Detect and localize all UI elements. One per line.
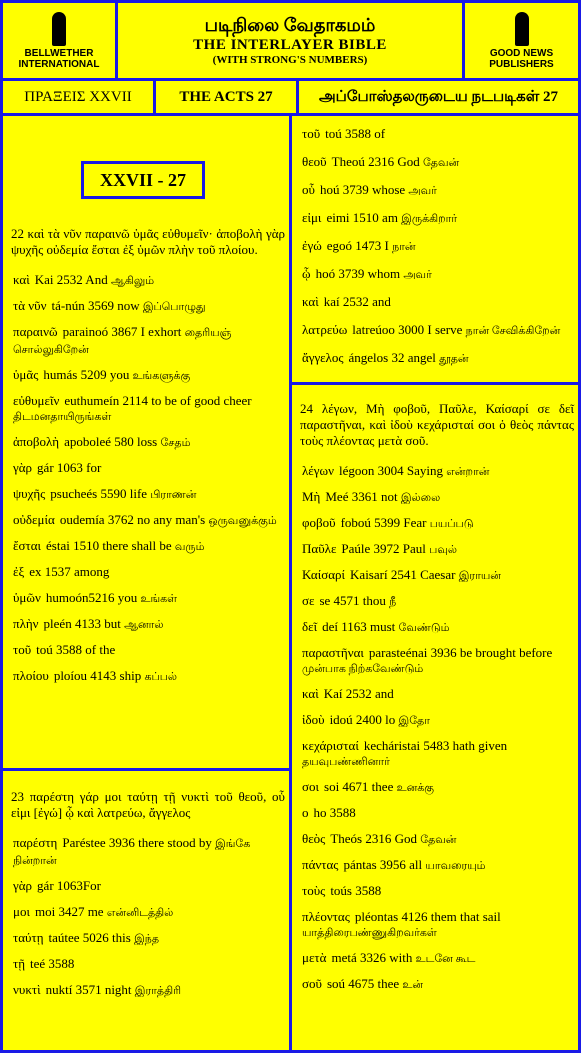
goodnews-line2: PUBLISHERS — [489, 58, 554, 70]
word-gloss: foboú 5399 Fear — [340, 515, 430, 530]
tamil-gloss: உன் — [402, 979, 424, 991]
word-gloss: humoón5216 you — [45, 590, 141, 605]
greek-word: ἐξ — [13, 564, 25, 579]
bellwether-mark-icon — [52, 12, 66, 46]
tamil-gloss: சேதம் — [160, 437, 191, 449]
greek-word: σε — [302, 593, 315, 608]
verse23-panel — [3, 771, 289, 1050]
word-gloss: Parésteе 3936 there stood by — [62, 835, 216, 850]
word-row — [302, 541, 572, 558]
word-gloss: pleén 4133 but — [43, 616, 125, 631]
word-gloss: nuktí 3571 night — [45, 982, 135, 997]
word-gloss: oudemía 3762 no any man's — [59, 512, 209, 527]
bellwether-line1: BELLWETHER — [24, 47, 94, 59]
word-gloss: eimi 1510 am — [326, 210, 402, 225]
word-gloss: moi 3427 me — [34, 904, 107, 919]
word-row — [302, 154, 572, 171]
word-row — [302, 976, 572, 993]
word-gloss: hoó 3739 whom — [315, 266, 404, 281]
tamil-gloss: பிராணன் — [150, 489, 197, 501]
tamil-gloss: இல்லை — [400, 492, 441, 504]
greek-word: τὰ νῦν — [13, 298, 47, 313]
word-row — [13, 904, 283, 921]
tamil-gloss: உங்களுக்கு — [132, 370, 191, 382]
tamil-gloss: ஒருவனுக்கும் — [208, 515, 277, 527]
tamil-gloss: ஆகிலும் — [110, 275, 155, 287]
word-row — [302, 322, 572, 339]
word-gloss: apoboleé 580 loss — [64, 434, 161, 449]
greek-word: παραστῆναι — [302, 645, 364, 660]
word-row — [13, 538, 283, 555]
tamil-gloss: முன்பாக நிற்கவேண்டும் — [302, 663, 424, 675]
greek-word: Παῦλε — [302, 541, 337, 556]
greek-word: ὑμᾶς — [13, 367, 39, 382]
title-main: THE INTERLAYER BIBLE — [193, 37, 387, 53]
word-gloss: psuchеés 5590 life — [50, 486, 151, 501]
word-row — [13, 272, 283, 289]
word-row — [302, 567, 572, 584]
word-gloss: parasteénai 3936 be brought before — [368, 645, 553, 660]
tamil-gloss: ஆனால் — [124, 619, 164, 631]
word-row — [302, 266, 572, 283]
greek-word: τῇ — [13, 956, 26, 971]
greek-word: τοῦ — [302, 126, 321, 141]
greek-word: ὑμῶν — [13, 590, 41, 605]
word-gloss: ho 3588 — [313, 805, 356, 820]
word-row — [302, 712, 572, 729]
word-gloss: taútee 5026 this — [48, 930, 135, 945]
word-row — [13, 486, 283, 503]
word-gloss: metá 3326 with — [331, 950, 416, 965]
word-row — [302, 686, 572, 703]
word-row — [13, 393, 283, 425]
greek-word: καὶ — [13, 272, 30, 287]
word-gloss: gár 1063 for — [37, 460, 102, 475]
word-row — [302, 883, 572, 900]
word-gloss: toús 3588 — [330, 883, 382, 898]
subheader-english: THE ACTS 27 — [156, 81, 296, 113]
word-gloss: soú 4675 thee — [326, 976, 403, 991]
word-row — [13, 878, 283, 895]
tamil-gloss: இப்பொழுது — [142, 301, 206, 313]
greek-word: καὶ — [302, 686, 319, 701]
title-tamil: படிநிலை வேதாகமம் — [204, 15, 376, 35]
subheader-greek: ΠΡΑΞΕΙΣ XXVII — [3, 81, 153, 113]
word-row — [13, 668, 283, 685]
word-row — [302, 463, 572, 480]
word-gloss: Theoú 2316 God — [331, 154, 423, 169]
tamil-gloss: உடனே கூட — [415, 953, 476, 965]
verse23b-panel — [292, 116, 578, 382]
word-gloss: Kaí 2532 and — [323, 686, 394, 701]
greek-word: Μὴ — [302, 489, 321, 504]
tamil-gloss: நீ — [389, 596, 397, 608]
word-row — [302, 294, 572, 311]
greek-word: παρέστη — [13, 835, 58, 850]
word-row — [302, 515, 572, 532]
word-row — [13, 616, 283, 633]
greek-word: θεὸς — [302, 831, 326, 846]
word-row — [302, 593, 572, 610]
greek-word: ἀποβολὴ — [13, 434, 60, 449]
tamil-gloss: இந்த — [134, 933, 159, 945]
word-gloss: soi 4671 thee — [324, 779, 397, 794]
word-gloss: toú 3588 of — [325, 126, 386, 141]
word-row — [302, 831, 572, 848]
word-gloss: ángelos 32 angel — [348, 350, 440, 365]
word-gloss: ex 1537 among — [29, 564, 110, 579]
word-gloss: ploíou 4143 ship — [53, 668, 145, 683]
bellwether-logo — [3, 3, 115, 78]
goodnews-line1: GOOD NEWS — [489, 47, 554, 59]
word-gloss: latreúoo 3000 I serve — [352, 322, 466, 337]
greek-word: σοῦ — [302, 976, 322, 991]
tamil-gloss: யாத்திரைபண்ணுகிறவர்கள் — [302, 927, 437, 939]
word-row — [302, 210, 572, 227]
word-gloss: humás 5209 you — [43, 367, 133, 382]
tamil-gloss: என்றான் — [446, 466, 490, 478]
word-row — [302, 489, 572, 506]
greek-word: καὶ — [302, 294, 319, 309]
greek-word: σοι — [302, 779, 320, 794]
tamil-gloss: இருக்கிறார் — [401, 213, 458, 225]
word-row — [302, 738, 572, 770]
tamil-gloss: இராயன் — [458, 570, 501, 582]
word-row — [13, 590, 283, 607]
word-gloss: deí 1163 must — [322, 619, 399, 634]
greek-word: φοβοῦ — [302, 515, 336, 530]
word-gloss: pléontas 4126 them that sail — [354, 909, 501, 924]
word-gloss: Paúle 3972 Paul — [341, 541, 430, 556]
word-row — [302, 350, 572, 367]
title-subtitle: (WITH STRONG'S NUMBERS) — [212, 54, 368, 66]
word-gloss: éstai 1510 there shall be — [46, 538, 175, 553]
tamil-gloss: தூதன் — [439, 353, 469, 365]
greek-word: ᾧ — [302, 266, 311, 281]
greek-word: πάντας — [302, 857, 339, 872]
verse24-text: 24 λέγων, Μὴ φοβοῦ, Παῦλε, Καίσαρί σε δεῖ παραστῆναι, καὶ ἰδοὺ κεχάρισταί σοι ὁ θεὸς πάντας τοὺς πλέοντας μετὰ σοῦ. — [300, 401, 574, 448]
greek-word: γὰρ — [13, 878, 33, 893]
tamil-gloss: அவர் — [408, 185, 437, 197]
greek-word: ἐγώ — [302, 238, 322, 253]
word-row — [13, 367, 283, 384]
word-gloss: kaí 2532 and — [323, 294, 391, 309]
greek-word: ἰδοὺ — [302, 712, 325, 727]
word-gloss: teé 3588 — [30, 956, 75, 971]
word-gloss: Meé 3361 not — [325, 489, 401, 504]
tamil-gloss: நான் சேவிக்கிறேன் — [465, 325, 561, 337]
goodnews-logo — [465, 3, 578, 78]
chapter-label: XXVII - 27 — [81, 161, 205, 199]
tamil-gloss: தேவன் — [420, 834, 457, 846]
verse22-panel — [3, 116, 289, 768]
greek-word: θεοῦ — [302, 154, 327, 169]
word-row — [13, 564, 283, 581]
tamil-gloss: இங்கே நின்றான் — [13, 838, 251, 867]
tamil-gloss: வரும் — [174, 541, 205, 553]
tamil-gloss: பயப்படு — [429, 518, 474, 530]
greek-word: οὗ — [302, 182, 315, 197]
greek-word: Καίσαρί — [302, 567, 346, 582]
word-row — [302, 950, 572, 967]
greek-word: ψυχῆς — [13, 486, 46, 501]
verse24-panel — [292, 385, 578, 1050]
word-row — [13, 835, 283, 869]
word-row — [13, 324, 283, 358]
tamil-gloss: பவுல் — [429, 544, 457, 556]
word-row — [302, 182, 572, 199]
tamil-gloss: நான் — [392, 241, 416, 253]
word-row — [302, 779, 572, 796]
word-gloss: hoú 3739 whose — [319, 182, 409, 197]
title-box — [118, 3, 462, 78]
greek-word: κεχάρισταί — [302, 738, 359, 753]
word-gloss: légoon 3004 Saying — [338, 463, 447, 478]
tamil-gloss: என்னிடத்தில் — [106, 907, 174, 919]
tamil-gloss: தேவன் — [422, 157, 460, 169]
greek-word: ο — [302, 805, 309, 820]
word-row — [302, 619, 572, 636]
tamil-gloss: வேண்டும் — [398, 622, 450, 634]
tamil-gloss: அவர் — [403, 269, 432, 281]
greek-word: πλέοντας — [302, 909, 350, 924]
greek-word: παραινῶ — [13, 324, 58, 339]
greek-word: τοὺς — [302, 883, 326, 898]
greek-word: μετὰ — [302, 950, 327, 965]
word-gloss: idoú 2400 lo — [329, 712, 399, 727]
word-row — [13, 298, 283, 315]
greek-word: εἰμι — [302, 210, 322, 225]
word-row — [302, 909, 572, 941]
word-row — [13, 930, 283, 947]
greek-word: λέγων — [302, 463, 334, 478]
greek-word: πλοίου — [13, 668, 49, 683]
word-row — [13, 512, 283, 529]
greek-word: ἔσται — [13, 538, 41, 553]
tamil-gloss: இதோ — [398, 715, 430, 727]
goodnews-mark-icon — [515, 12, 529, 46]
word-gloss: toú 3588 of the — [36, 642, 116, 657]
word-row — [13, 956, 283, 973]
word-row — [302, 857, 572, 874]
greek-word: ἄγγελος — [302, 350, 344, 365]
greek-word: μοι — [13, 904, 30, 919]
subheader-tamil: அப்போஸ்தலருடைய நடபடிகள் 27 — [299, 81, 578, 113]
word-gloss: euthumeín 2114 to be of good cheer — [64, 393, 252, 408]
word-row — [13, 460, 283, 477]
word-row — [302, 126, 572, 143]
word-row — [13, 982, 283, 999]
greek-word: λατρεύω — [302, 322, 348, 337]
tamil-gloss: தயவுபண்ணினார் — [302, 756, 390, 768]
greek-word: τοῦ — [13, 642, 32, 657]
word-gloss: Theós 2316 God — [330, 831, 421, 846]
tamil-gloss: இராத்திரி — [134, 985, 182, 997]
verse22-words — [3, 272, 289, 685]
verse23-words — [3, 835, 289, 999]
word-row — [13, 434, 283, 451]
greek-word: εὐθυμεῖν — [13, 393, 60, 408]
word-row — [302, 645, 572, 677]
word-gloss: se 4571 thou — [319, 593, 390, 608]
tamil-gloss: கப்பல் — [144, 671, 178, 683]
verse24-words — [292, 463, 578, 993]
verse22-text: 22 καὶ τὰ νῦν παραινῶ ὑμᾶς εὐθυμεῖν· ἀποβολὴ γὰρ ψυχῆς οὐδεμία ἔσται ἐξ ὑμῶν πλὴν τοῦ πλοίου. — [11, 226, 285, 257]
tamil-gloss: திடமனதாயிருங்கள் — [13, 411, 112, 423]
word-gloss: tá-nún 3569 now — [51, 298, 143, 313]
greek-word: πλὴν — [13, 616, 39, 631]
tamil-gloss: உங்கள் — [140, 593, 178, 605]
word-row — [13, 642, 283, 659]
greek-word: ταύτῃ — [13, 930, 44, 945]
greek-word: δεῖ — [302, 619, 318, 634]
word-gloss: kecháristai 5483 hath given — [363, 738, 508, 753]
word-gloss: pántas 3956 all — [343, 857, 426, 872]
word-gloss: parainoó 3867 I exhort — [62, 324, 185, 339]
word-gloss: egoó 1473 I — [326, 238, 393, 253]
verse23b-words — [292, 126, 578, 367]
word-gloss: gár 1063For — [37, 878, 101, 893]
greek-word: οὐδεμία — [13, 512, 55, 527]
greek-word: νυκτὶ — [13, 982, 41, 997]
verse23-text: 23 παρέστη γάρ μοι ταύτῃ τῇ νυκτὶ τοῦ θεοῦ, οὗ εἰμι [ἐγώ] ᾧ καὶ λατρεύω, ἄγγελος — [11, 789, 285, 820]
word-row — [302, 238, 572, 255]
tamil-gloss: யாவரையும் — [425, 860, 486, 872]
word-gloss: Kai 2532 And — [34, 272, 111, 287]
tamil-gloss: உனக்கு — [396, 782, 434, 794]
word-gloss: Kaisarí 2541 Caesar — [350, 567, 459, 582]
word-row — [302, 805, 572, 822]
greek-word: γὰρ — [13, 460, 33, 475]
tamil-gloss: தைரியஞ் சொல்லுகிறேன் — [13, 327, 232, 356]
bellwether-line2: INTERNATIONAL — [18, 58, 100, 70]
